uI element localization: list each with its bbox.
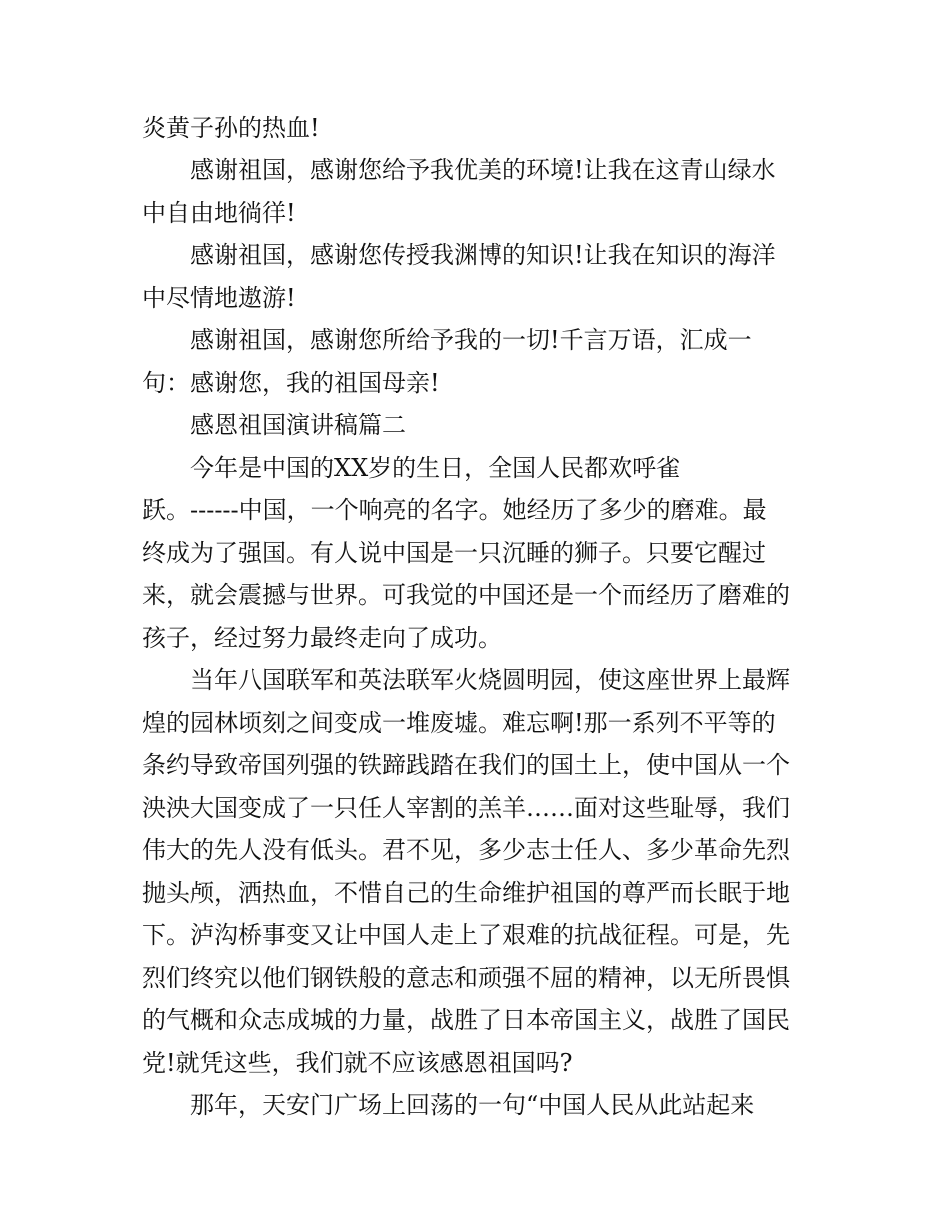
text-line: 句：感谢您，我的祖国母亲!	[142, 369, 440, 397]
text-line: 当年八国联军和英法联军火烧圆明园，使这座世界上最辉	[190, 666, 790, 694]
text-line: 跃。------中国，一个响亮的名字。她经历了多少的磨难。最	[142, 496, 767, 524]
text-line: 伟大的先人没有低头。君不见，多少志士任人、多少革命先烈	[142, 836, 790, 864]
section-heading: 感恩祖国演讲稿篇二	[190, 411, 406, 439]
text-line: 泱泱大国变成了一只任人宰割的羔羊……面对这些耻辱，我们	[142, 794, 790, 822]
text-line: 煌的园林顷刻之间变成一堆废墟。难忘啊!那一系列不平等的	[142, 709, 776, 737]
text-line: 的气概和众志成城的力量，战胜了日本帝国主义，战胜了国民	[142, 1006, 790, 1034]
text-line: 烈们终究以他们钢铁般的意志和顽强不屈的精神，以无所畏惧	[142, 964, 790, 992]
text-line: 中自由地徜徉!	[142, 199, 296, 227]
text-line: 党!就凭这些，我们就不应该感恩祖国吗?	[142, 1049, 573, 1077]
text-line: 下。泸沟桥事变又让中国人走上了艰难的抗战征程。可是，先	[142, 921, 790, 949]
text-line: 来，就会震撼与世界。可我觉的中国还是一个而经历了磨难的	[142, 581, 790, 609]
text-line: 孩子，经过努力最终走向了成功。	[142, 624, 502, 652]
text-line: 感谢祖国，感谢您给予我优美的环境!让我在这青山绿水	[190, 156, 776, 184]
text-line: 感谢祖国，感谢您传授我渊博的知识!让我在知识的海洋	[190, 241, 776, 269]
text-line: 炎黄子孙的热血!	[142, 114, 320, 142]
text-line: 条约导致帝国列强的铁蹄践踏在我们的国土上，使中国从一个	[142, 751, 790, 779]
text-line: 那年，天安门广场上回荡的一句“中国人民从此站起来	[190, 1091, 755, 1119]
text-line: 抛头颅，洒热血，不惜自己的生命维护祖国的尊严而长眠于地	[142, 879, 790, 907]
text-line: 感谢祖国，感谢您所给予我的一切!千言万语，汇成一	[190, 326, 752, 354]
text-line: 今年是中国的XX岁的生日，全国人民都欢呼雀	[190, 454, 681, 482]
text-line: 中尽情地遨游!	[142, 284, 296, 312]
text-line: 终成为了强国。有人说中国是一只沉睡的狮子。只要它醒过	[142, 539, 766, 567]
